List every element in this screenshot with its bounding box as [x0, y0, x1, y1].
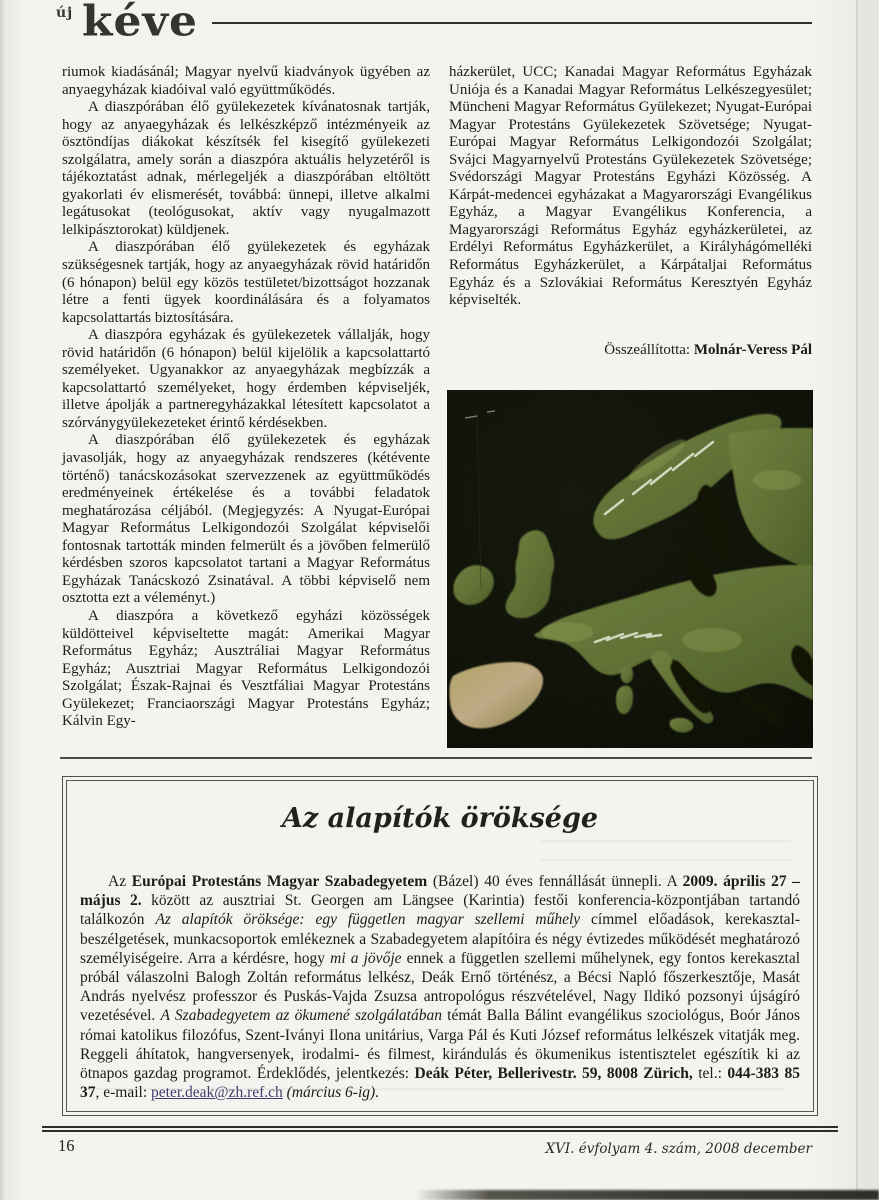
paragraph: házkerület, UCC; Kanadai Magyar Református Egyházak Uniója és a Kanadai Magyar Református Lelkészegyesület; Müncheni Magyar Református Gyülekezet; Nyugat-Európai Magyar Protestáns Gyülekezetek Szövetsége; Nyugat-Európai Magyar Református Lelkigondozói Szolgálat; Svájci Magyarnyelvű Protestáns Gyülekezetek Szövetsége; Svédországi Magyar Protestáns Egyházi Közösség. A Kárpát-medencei egyházakat a Magyarországi Evangélikus Egyház, a Magyar Evangélikus Konferencia, a Magyarországi Református Egyház egyházkerületei, az Erdélyi Református Egyházkerület, a Királyhágómelléki Református Egyházkerület, a Kárpátaljai Református Egyház és a Szlovákiai Református Keresztyén Egyház képviselték.	[449, 64, 812, 309]
europe-satellite-svg	[447, 390, 813, 748]
text-segment: (március 6-ig).	[286, 1084, 380, 1102]
text-segment: (Bázel) 40 éves fennállását ünnepli. A	[427, 873, 683, 890]
paragraph: A diaszpórában élő gyülekezetek és egyházak szükségesnek tartják, hogy az anyaegyházak rövid határidőn (6 hónapon) belül egy közös testületet/bizottságot hozzanak létre a fenti ügyek koordinálására és a folyamatos kapcsolattartás biztosítására.	[62, 239, 430, 326]
map-grain	[447, 390, 813, 748]
email-link[interactable]: peter.deak@zh.ref.ch	[151, 1084, 283, 1102]
right-column	[449, 64, 812, 359]
text-segment: témát Balla Bálint evangélikus szociológus, Boór János római katolikus filozófus, Szent-Iványi Ilona unitárius, Varga Pál és Kuti József református lelkészek vitatják meg. Reggeli áhítatok, hangversenyek, irodalmi- és filmest, kirándulás és ökumenikus istentisztelet egészítik ki az ötnapos gazdag programot. Érdeklődés, jelentkezés:	[80, 1007, 800, 1083]
issue-info: XVI. évfolyam 4. szám, 2008 december	[545, 1141, 812, 1157]
text-segment: Deák Péter, Bellerivestr. 59, 8008 Zürich,	[414, 1065, 693, 1083]
paragraph: riumok kiadásánál; Magyar nyelvű kiadványok ügyében az anyaegyházak kiadóival való együttműködés.	[62, 64, 430, 98]
text-segment: A Szabadegyetem az ökumené szolgálatában	[160, 1007, 442, 1025]
paragraph: A diaszpóra egyházak és gyülekezetek vállalják, hogy rövid határidőn (6 hónapon) belül kijelölik a kapcsolattartó személyeket. Ugyanakkor az anyaegyházak megbízzák a kapcsolattartó személyeket, hogy érdemben képviseljék, illetve ápolják a partneregyházakkal létesített kapcsolatot a szórványgyülekezeteket érintő kérdésekben.	[62, 327, 430, 431]
europe-satellite-image	[447, 390, 813, 748]
paragraph: A diaszpórában élő gyülekezetek és egyházak javasolják, hogy az anyaegyházak rendszeres (kétévente történő) tanácskozásokat szervezzenek az együttműködés eredményeinek értékelése és a további feladatok meghatározása céljából. (Megjegyzés: A Nyugat-Európai Magyar Református Lelkigondozói Szolgálat képviselői fontosnak tartották minden felmerült és a jövőben felmerülő kérdésben szoros kapcsolatot tartani a Magyar Református Egyházak Tanácskozó Zsinatával. A többi képviselő nem osztotta ezt a véleményt.)	[62, 432, 430, 607]
masthead-logo: kéve	[82, 0, 199, 46]
byline	[449, 342, 812, 360]
text-segment: ennek a független szellemi műhelynek, egy fontos kerekasztal próbál válaszolni Balogh Zoltán református lelkész, Deák Ernő történész, a Bécsi Napló főszerkesztője, Masát András nyelvész professzor és Puskás-Vajda Zsuzsa antropológus részvételével, Nagy Ildikó pozsonyi újságíró vezetésével.	[80, 949, 800, 1025]
feature-box-title: Az alapítók öröksége	[281, 803, 599, 834]
text-segment: Az alapítók öröksége: egy független magyar szellemi műhely	[155, 911, 581, 929]
page-number: 16	[58, 1136, 75, 1155]
section-divider	[60, 757, 812, 759]
masthead-logo-prefix: új	[56, 5, 74, 21]
footer-rule	[42, 1126, 838, 1132]
byline-label: Összeállította:	[604, 341, 694, 358]
paragraph: A diaszpórában élő gyülekezetek kívánatosnak tartják, hogy az anyaegyházak és lelkészképző intézményeik az ösztöndíjas diákokat készítsék fel kisegítő gyülekezeti szolgálatra, amely során a diaszpóra aktuális helyzetéről is tájékoztatást adnak, mérlegeljék a diaszpórában eltöltött gyakorlati év elismerését, továbbá: ünnepi, illetve alkalmi legátusokat (teológusokat, aktív vagy nyugalmazott lelkipásztorokat) küldjenek.	[62, 99, 430, 238]
text-segment: 044-383 85 37	[80, 1065, 800, 1102]
text-segment: között az ausztriai St. Georgen am Längsee (Karintia) festői konferencia-központjában tartandó találkozón	[80, 892, 800, 929]
text-segment: tel.:	[692, 1065, 728, 1083]
feature-box	[62, 776, 818, 1116]
text-segment: címmel előadások, kerekasztal-beszélgetések, munkacsoportok emlékeznek a Szabadegyetem alapítóira és négy évtizedes működését meghatározó személyiségeire. Arra a kérdésre, hogy	[80, 911, 800, 967]
left-column	[62, 64, 430, 731]
text-segment: Az	[108, 873, 132, 890]
text-segment: 2009. április 27 – május 2.	[80, 873, 800, 910]
scan-edge-artifact	[415, 1190, 879, 1200]
masthead-rule	[212, 22, 812, 24]
text-segment: , e-mail:	[95, 1084, 152, 1102]
feature-box-inner-border	[66, 780, 814, 1112]
byline-author: Molnár-Veress Pál	[693, 341, 812, 358]
page-edge-shadow	[856, 0, 858, 1200]
text-segment: Európai Protestáns Magyar Szabadegyetem	[131, 873, 428, 890]
paragraph: A diaszpóra a következő egyházi közösségek küldötteivel képviseltette magát: Amerikai Magyar Református Egyház; Ausztráliai Magyar Református Egyház; Ausztriai Magyar Református Lelkigondozói Szolgálat; Észak-Rajnai és Vesztfáliai Magyar Protestáns Gyülekezet; Franciaországi Magyar Protestáns Egyház; Kálvin Egy-	[62, 607, 430, 730]
feature-box-body	[80, 872, 800, 1102]
text-segment: mi a jövője	[330, 949, 402, 967]
